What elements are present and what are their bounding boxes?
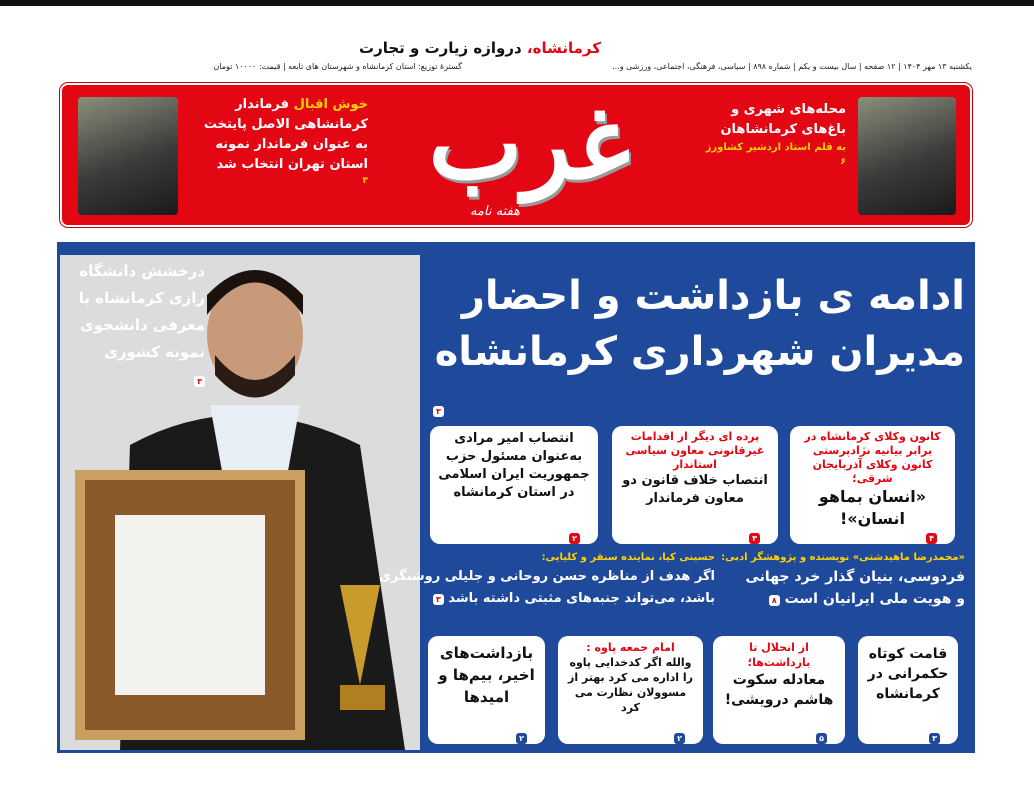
story-card[interactable] [428, 636, 545, 744]
story-line: باشد، می‌تواند جنبه‌های مثبتی داشته باشد [448, 591, 715, 606]
story-card[interactable] [713, 636, 845, 744]
distribution-info: گسترهٔ توزیع: استان کرمانشاه و شهرستان های تابعه | قیمت: ۱۰۰۰۰ تومان [213, 62, 462, 71]
side-line: نمونه کشوری [104, 343, 205, 361]
story-line: و هویت ملی ایرانیان است [784, 591, 965, 607]
page-badge: ۲ [674, 733, 685, 744]
story-kicker: «محمدرضا ماهیدشتی» نویسنده و پژوهشگر ادبی: [721, 552, 965, 563]
story-line: فردوسی، بنیان گذار خرد جهانی [745, 569, 965, 585]
banner-left-story[interactable] [186, 95, 368, 187]
card-kicker: پرده ای دیگر از اقدامات غیرقانونی معاون سیاسی استاندار [625, 430, 765, 471]
card-body: معادله سکوت هاشم درویشی! [724, 672, 834, 708]
story-card[interactable] [612, 426, 778, 544]
story-card[interactable] [558, 636, 703, 744]
side-story[interactable] [55, 258, 205, 393]
slogan-text: دروازه زیارت و تجارت [359, 39, 522, 57]
main-headline[interactable] [370, 268, 965, 380]
page-badge: ۲ [569, 533, 580, 544]
slogan [340, 38, 620, 58]
side-line: درخشش دانشگاه [79, 262, 205, 280]
page-badge: ۴ [926, 533, 937, 544]
card-body: «انسان بماهو انسان»! [818, 487, 927, 528]
page-badge: ۵ [816, 733, 827, 744]
slogan-city: کرمانشاه، [526, 39, 601, 57]
page-badge: ۲ [516, 733, 527, 744]
card-body: انتصاب خلاف قانون دو معاون فرماندار [622, 473, 768, 506]
page-badge: ۳ [929, 733, 940, 744]
newspaper-logo: غرب [428, 84, 630, 202]
story-line: اگر هدف از مناظره حسن روحانی و جلیلی روشنگری [378, 569, 715, 584]
page-badge: ۳ [433, 594, 444, 605]
title-line: به عنوان فرماندار نمونه [215, 137, 368, 152]
card-body: والله اگر کدخدایی پاوه را اداره می کرد بهتر از مسوولان نظارت می کرد [568, 656, 693, 714]
page-number: ۶ [840, 157, 846, 167]
story-card[interactable] [430, 426, 598, 544]
page-badge: ۸ [769, 595, 780, 606]
story-card[interactable] [858, 636, 958, 744]
title-line: فرماندار [235, 97, 290, 112]
top-rule [0, 0, 1034, 6]
highlight: خوش اقبال [293, 97, 368, 112]
banner-right-story[interactable] [686, 100, 846, 168]
governor-photo [78, 97, 178, 215]
page-badge: ۳ [433, 406, 444, 417]
card-body: قامت کوتاه حکمرانی در کرمانشاه [867, 646, 949, 702]
page-badge: ۳ [749, 533, 760, 544]
side-line: معرفی دانشجوی [79, 316, 205, 334]
side-line: رازی کرمانشاه با [78, 289, 205, 307]
issue-info: یکشنبه ۱۳ مهر ۱۴۰۴ | ۱۲ صفحه | سال بیست و یکم | شماره ۸۹۸ | سیاسی، فرهنگی، اجتماعی، ورزشی و... [612, 62, 972, 71]
title-line: استان تهران انتخاب شد [216, 157, 368, 172]
headline-line: ادامه ی بازداشت و احضار [461, 273, 965, 319]
title-line: محله‌های شهری و [731, 102, 846, 117]
title-line: کرمانشاهی الاصل پایتخت [203, 117, 368, 132]
columnist-photo [858, 97, 956, 215]
headline-line: مدیران شهرداری کرمانشاه [434, 329, 965, 375]
title-line: باغ‌های کرمانشاهان [720, 122, 846, 137]
card-kicker: از انحلال تا بازداشت‌ها؛ [747, 641, 811, 669]
byline: به قلم استاد اردشیر کشاورز [705, 142, 846, 153]
card-body: انتصاب امیر مرادی به‌عنوان مسئول حزب جمهوریت ایران اسلامی در استان کرمانشاه [438, 431, 590, 500]
story-text[interactable] [378, 550, 715, 610]
card-kicker: امام جمعه پاوه : [586, 641, 675, 654]
logo-subtitle: هفته نامه [470, 204, 520, 219]
story-kicker: حسینی کیا، نماینده سنقر و کلیایی: [541, 552, 715, 563]
card-kicker: کانون وکلای کرمانشاه در برابر بیانیه نژادپرستی کانون وکلای آذربایجان شرقی؛ [804, 430, 941, 485]
story-card[interactable] [790, 426, 955, 544]
page-badge: ۳ [194, 376, 205, 387]
page-number: ۳ [362, 176, 368, 186]
story-text[interactable] [721, 550, 965, 610]
card-body: بازداشت‌های اخیر، بیم‌ها و امیدها [438, 644, 535, 706]
